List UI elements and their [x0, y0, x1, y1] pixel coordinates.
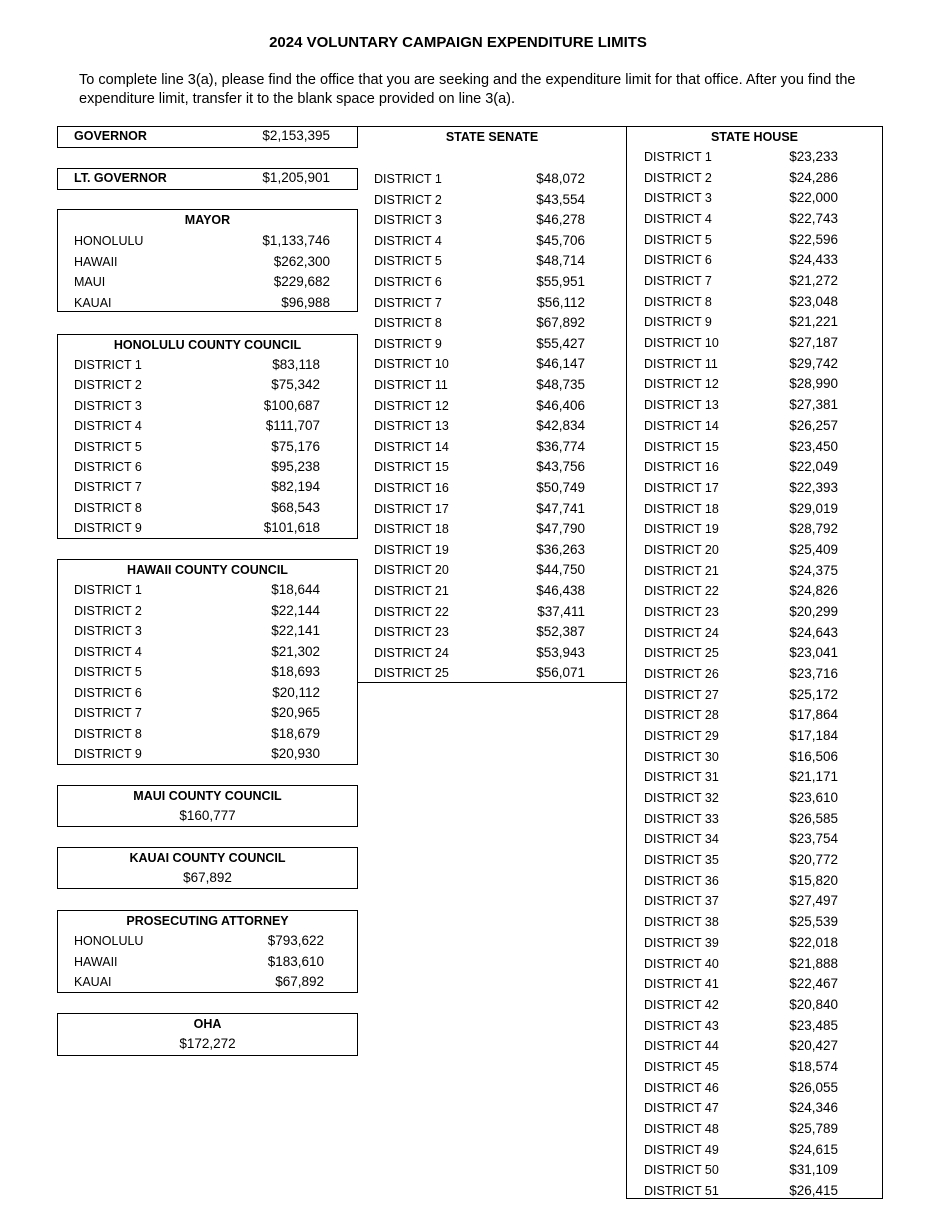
state-house-row-value: $28,990 — [789, 376, 838, 392]
state-house-row-label: DISTRICT 42 — [644, 997, 719, 1012]
honolulu-council-row-label: DISTRICT 1 — [74, 358, 142, 372]
state-senate-row-value: $47,741 — [536, 500, 585, 516]
state-house-row-label: DISTRICT 9 — [644, 315, 712, 330]
state-senate-row-label: DISTRICT 24 — [374, 645, 449, 660]
state-house-row-label: DISTRICT 49 — [644, 1142, 719, 1157]
state-senate-row-label: DISTRICT 20 — [374, 563, 449, 578]
state-house-row-label: DISTRICT 50 — [644, 1163, 719, 1178]
state-house-row-label: DISTRICT 39 — [644, 935, 719, 950]
state-house-row-label: DISTRICT 47 — [644, 1101, 719, 1116]
state-house-row-value: $21,272 — [789, 273, 838, 289]
state-senate-row-value: $48,714 — [536, 253, 585, 269]
hawaii-council-row-value: $20,930 — [271, 746, 320, 761]
state-house-row-value: $28,792 — [789, 521, 838, 537]
hawaii-council-row-value: $21,302 — [271, 643, 320, 659]
honolulu-council-title: HONOLULU COUNTY COUNCIL — [113, 338, 302, 352]
mayor-row-label: KAUAI — [74, 295, 112, 310]
mayor-row-label: HONOLULU — [74, 234, 144, 248]
prosecuting-attorney-title: PROSECUTING ATTORNEY — [126, 914, 289, 928]
senate-bottom-border — [357, 682, 627, 683]
hawaii-council-row-label: DISTRICT 4 — [74, 644, 142, 659]
mayor-row-label: HAWAII — [74, 254, 118, 269]
state-house-row-label: DISTRICT 36 — [644, 873, 719, 888]
state-senate-row-value: $46,406 — [536, 397, 585, 413]
state-house-row-label: DISTRICT 1 — [644, 150, 712, 164]
hawaii-council-row-value: $18,679 — [271, 725, 320, 741]
state-senate-row-label: DISTRICT 7 — [374, 295, 442, 310]
state-house-row-value: $26,585 — [789, 810, 838, 826]
state-senate-row-value: $56,112 — [537, 294, 585, 310]
state-house-row-label: DISTRICT 30 — [644, 749, 719, 764]
state-house-row-value: $22,049 — [789, 459, 838, 475]
state-senate-row-value: $53,943 — [536, 644, 585, 660]
page-title: 2024 VOLUNTARY CAMPAIGN EXPENDITURE LIMITS — [269, 34, 647, 51]
state-house-row-value: $27,187 — [789, 335, 838, 351]
state-senate-row-value: $55,951 — [536, 274, 585, 289]
state-house-row-value: $25,539 — [789, 914, 838, 930]
kauai-council-title: KAUAI COUNTY COUNCIL — [129, 851, 286, 865]
state-house-row-label: DISTRICT 34 — [644, 832, 719, 847]
honolulu-council-row-label: DISTRICT 8 — [74, 500, 142, 515]
state-senate-row-label: DISTRICT 1 — [374, 172, 442, 186]
state-house-row-label: DISTRICT 46 — [644, 1080, 719, 1095]
hawaii-council-row-label: DISTRICT 7 — [74, 706, 142, 720]
honolulu-council-row-value: $82,194 — [271, 479, 320, 495]
state-house-row-value: $26,055 — [789, 1079, 838, 1095]
state-senate-row-label: DISTRICT 3 — [374, 213, 442, 228]
mayor-row-label: MAUI — [74, 275, 106, 289]
state-house-row-value: $25,409 — [789, 541, 838, 557]
state-house-row-value: $27,497 — [789, 893, 838, 909]
state-house-row-value: $22,018 — [789, 934, 838, 950]
state-house-row-label: DISTRICT 48 — [644, 1121, 719, 1136]
state-house-row-value: $23,485 — [789, 1017, 838, 1033]
hawaii-council-row-value: $22,144 — [271, 602, 320, 618]
state-senate-row-label: DISTRICT 13 — [374, 419, 449, 434]
state-senate-row-label: DISTRICT 4 — [374, 233, 442, 248]
state-house-row-value: $24,433 — [789, 252, 838, 268]
state-senate-row-label: DISTRICT 15 — [374, 460, 449, 475]
state-house-row-label: DISTRICT 43 — [644, 1018, 719, 1033]
state-house-row-label: DISTRICT 45 — [644, 1059, 719, 1074]
prosecuting-attorney-row-value: $183,610 — [267, 953, 324, 969]
state-house-row-label: DISTRICT 51 — [644, 1184, 719, 1198]
state-senate-row-value: $44,750 — [536, 562, 585, 578]
state-house-row-value: $22,393 — [789, 479, 838, 495]
state-senate-row-value: $43,756 — [536, 459, 585, 475]
senate-top-border — [357, 126, 627, 127]
state-senate-title: STATE SENATE — [445, 130, 539, 144]
state-senate-row-label: DISTRICT 16 — [374, 481, 449, 495]
state-house-row-value: $25,172 — [789, 686, 838, 702]
state-house-row-label: DISTRICT 24 — [644, 625, 719, 640]
state-house-row-value: $23,233 — [789, 149, 838, 164]
state-house-row-value: $20,840 — [789, 996, 838, 1012]
honolulu-council-row-label: DISTRICT 5 — [74, 439, 142, 454]
mayor-row-value: $1,133,746 — [262, 233, 330, 248]
maui-council-title: MAUI COUNTY COUNCIL — [133, 789, 282, 803]
state-senate-row-label: DISTRICT 14 — [374, 439, 449, 454]
state-house-row-value: $24,375 — [789, 562, 838, 578]
state-house-row-value: $26,257 — [789, 417, 838, 433]
state-house-row-label: DISTRICT 8 — [644, 294, 712, 309]
state-senate-row-label: DISTRICT 23 — [374, 625, 449, 640]
state-house-row-value: $31,109 — [789, 1162, 838, 1178]
hawaii-council-row-value: $20,965 — [271, 705, 320, 720]
state-house-title: STATE HOUSE — [710, 130, 799, 144]
state-house-row-value: $22,596 — [789, 231, 838, 247]
state-house-row-label: DISTRICT 12 — [644, 377, 719, 392]
hawaii-council-row-label: DISTRICT 1 — [74, 583, 142, 597]
honolulu-council-row-label: DISTRICT 3 — [74, 398, 142, 413]
instructions: To complete line 3(a), please find the office that you are seeking and the expenditure limit for that office. After you find the expenditure limit, transfer it to the blank space provided on line 3(a). — [79, 72, 856, 107]
state-senate-row-label: DISTRICT 6 — [374, 275, 442, 289]
state-house-row-label: DISTRICT 2 — [644, 170, 712, 185]
hawaii-council-row-label: DISTRICT 8 — [74, 726, 142, 741]
state-house-row-value: $24,615 — [789, 1141, 838, 1157]
hawaii-council-row-value: $20,112 — [272, 684, 320, 700]
state-house-row-label: DISTRICT 38 — [644, 915, 719, 930]
state-senate-row-value: $52,387 — [536, 624, 585, 640]
state-house-row-value: $20,299 — [789, 603, 838, 619]
state-senate-row-label: DISTRICT 9 — [374, 336, 442, 351]
lt-governor-label: LT. GOVERNOR — [74, 171, 167, 185]
state-senate-row-value: $46,438 — [536, 583, 585, 598]
state-house-row-label: DISTRICT 15 — [644, 439, 719, 454]
hawaii-council-row-label: DISTRICT 5 — [74, 665, 142, 679]
mayor-title: MAYOR — [184, 213, 231, 227]
state-house-row-label: DISTRICT 27 — [644, 687, 719, 702]
state-house-row-label: DISTRICT 41 — [644, 977, 719, 992]
state-house-row-value: $23,048 — [789, 293, 838, 309]
state-senate-row-label: DISTRICT 5 — [374, 254, 442, 269]
state-house-row-value: $20,427 — [789, 1038, 838, 1054]
state-house-row-label: DISTRICT 13 — [644, 398, 719, 413]
state-house-row-label: DISTRICT 23 — [644, 604, 719, 619]
state-house-row-label: DISTRICT 10 — [644, 336, 719, 351]
state-house-row-label: DISTRICT 11 — [644, 356, 718, 371]
honolulu-council-row-value: $75,342 — [271, 377, 320, 393]
state-senate-row-value: $37,411 — [537, 603, 585, 619]
hawaii-council-row-value: $22,141 — [271, 623, 320, 638]
prosecuting-attorney-row-value: $67,892 — [275, 974, 324, 989]
state-senate-row-label: DISTRICT 8 — [374, 316, 442, 331]
hawaii-council-row-label: DISTRICT 6 — [74, 685, 142, 700]
prosecuting-attorney-row-label: KAUAI — [74, 975, 112, 989]
state-senate-row-value: $46,147 — [536, 356, 585, 372]
state-house-row-value: $24,826 — [789, 583, 838, 599]
state-senate-row-label: DISTRICT 11 — [374, 378, 448, 392]
state-house-row-label: DISTRICT 18 — [644, 501, 719, 516]
state-house-row-label: DISTRICT 37 — [644, 894, 719, 909]
state-house-row-label: DISTRICT 6 — [644, 253, 712, 268]
prosecuting-attorney-row-value: $793,622 — [267, 933, 324, 948]
state-senate-row-value: $56,071 — [536, 665, 585, 681]
hawaii-council-title: HAWAII COUNTY COUNCIL — [127, 563, 288, 577]
governor-label: GOVERNOR — [74, 129, 147, 143]
honolulu-council-row-label: DISTRICT 4 — [74, 419, 142, 434]
state-house-row-value: $22,000 — [789, 190, 838, 206]
oha-title: OHA — [193, 1017, 222, 1031]
state-house-row-value: $17,184 — [789, 728, 838, 744]
state-senate-row-value: $43,554 — [536, 191, 585, 207]
honolulu-council-row-label: DISTRICT 9 — [74, 521, 142, 536]
state-house-row-value: $16,506 — [789, 748, 838, 764]
state-senate-row-value: $46,278 — [536, 212, 585, 228]
state-senate-row-label: DISTRICT 19 — [374, 542, 449, 557]
state-senate-row-label: DISTRICT 17 — [374, 501, 449, 516]
state-house-row-value: $23,450 — [789, 438, 838, 454]
state-house-row-value: $23,716 — [789, 666, 838, 681]
state-house-row-value: $15,820 — [789, 872, 838, 888]
state-house-row-value: $20,772 — [789, 852, 838, 868]
mayor-row-value: $229,682 — [273, 274, 330, 289]
state-house-row-label: DISTRICT 4 — [644, 212, 712, 227]
state-senate-row-label: DISTRICT 22 — [374, 604, 449, 619]
state-house-row-label: DISTRICT 44 — [644, 1039, 719, 1054]
state-house-row-value: $24,643 — [789, 624, 838, 640]
state-house-row-label: DISTRICT 7 — [644, 274, 712, 289]
honolulu-council-row-value: $101,618 — [263, 520, 320, 536]
state-house-row-label: DISTRICT 35 — [644, 853, 719, 868]
state-house-row-label: DISTRICT 40 — [644, 956, 719, 971]
state-senate-row-value: $55,427 — [536, 335, 585, 351]
honolulu-council-row-label: DISTRICT 2 — [74, 378, 142, 393]
state-house-row-value: $22,743 — [789, 211, 838, 227]
honolulu-council-row-value: $83,118 — [272, 357, 320, 372]
honolulu-council-row-label: DISTRICT 7 — [74, 480, 142, 495]
state-house-row-value: $23,754 — [789, 831, 838, 847]
hawaii-council-row-value: $18,644 — [271, 582, 320, 597]
honolulu-council-row-value: $111,707 — [265, 418, 320, 434]
state-house-row-label: DISTRICT 22 — [644, 584, 719, 599]
state-house-row-label: DISTRICT 31 — [644, 770, 719, 785]
state-senate-row-label: DISTRICT 10 — [374, 357, 449, 372]
honolulu-council-row-value: $75,176 — [271, 438, 320, 454]
state-house-row-value: $24,286 — [789, 169, 838, 185]
state-senate-row-label: DISTRICT 12 — [374, 398, 449, 413]
state-house-row-label: DISTRICT 16 — [644, 460, 719, 475]
mayor-row-value: $262,300 — [273, 253, 330, 269]
maui-council-value: $160,777 — [179, 808, 236, 823]
state-house-row-value: $23,610 — [789, 790, 838, 806]
state-house-row-label: DISTRICT 33 — [644, 811, 719, 826]
state-house-row-value: $24,346 — [789, 1100, 838, 1116]
honolulu-council-row-value: $68,543 — [271, 499, 320, 515]
state-house-row-value: $21,171 — [789, 769, 838, 785]
state-house-row-label: DISTRICT 14 — [644, 418, 719, 433]
state-house-row-label: DISTRICT 19 — [644, 522, 719, 537]
state-senate-row-label: DISTRICT 2 — [374, 192, 442, 207]
state-senate-row-label: DISTRICT 18 — [374, 522, 449, 537]
state-senate-row-label: DISTRICT 21 — [374, 584, 449, 598]
state-house-row-value: $26,415 — [789, 1183, 838, 1198]
hawaii-council-row-label: DISTRICT 9 — [74, 747, 142, 761]
state-senate-row-value: $48,735 — [536, 377, 585, 392]
state-house-row-value: $29,019 — [789, 500, 838, 516]
state-house-row-value: $27,381 — [789, 397, 838, 413]
state-house-row-value: $22,467 — [789, 976, 838, 992]
state-senate-row-value: $36,774 — [536, 438, 585, 454]
state-house-row-value: $29,742 — [789, 355, 838, 371]
prosecuting-attorney-row-label: HONOLULU — [74, 934, 144, 948]
kauai-council-value: $67,892 — [183, 870, 232, 885]
honolulu-council-row-value: $100,687 — [263, 397, 320, 413]
state-house-row-label: DISTRICT 20 — [644, 542, 719, 557]
state-house-row-label: DISTRICT 21 — [644, 563, 719, 578]
state-house-row-label: DISTRICT 3 — [644, 191, 712, 206]
honolulu-council-row-label: DISTRICT 6 — [74, 460, 142, 474]
state-house-row-value: $21,888 — [789, 955, 838, 971]
state-house-row-label: DISTRICT 5 — [644, 232, 712, 247]
state-senate-row-value: $42,834 — [536, 418, 585, 434]
state-house-row-value: $18,574 — [789, 1058, 838, 1074]
state-house-row-value: $21,221 — [789, 314, 838, 330]
state-house-row-label: DISTRICT 32 — [644, 791, 719, 806]
state-house-row-label: DISTRICT 29 — [644, 729, 719, 744]
hawaii-council-row-label: DISTRICT 2 — [74, 603, 142, 618]
state-senate-row-value: $47,790 — [536, 521, 585, 537]
state-senate-row-value: $50,749 — [536, 480, 585, 495]
state-house-row-label: DISTRICT 25 — [644, 646, 719, 661]
state-house-row-label: DISTRICT 17 — [644, 480, 719, 495]
state-senate-row-value: $48,072 — [536, 171, 585, 186]
oha-value: $172,272 — [179, 1036, 236, 1051]
lt-governor-value: $1,205,901 — [262, 170, 330, 185]
mayor-row-value: $96,988 — [281, 294, 330, 310]
prosecuting-attorney-row-label: HAWAII — [74, 954, 118, 969]
hawaii-council-row-label: DISTRICT 3 — [74, 624, 142, 638]
state-house-row-label: DISTRICT 26 — [644, 667, 719, 681]
state-house-row-value: $17,864 — [789, 707, 838, 723]
state-senate-row-value: $36,263 — [536, 541, 585, 557]
state-senate-row-value: $67,892 — [536, 315, 585, 331]
honolulu-council-row-value: $95,238 — [271, 459, 320, 474]
governor-value: $2,153,395 — [262, 128, 330, 143]
hawaii-council-row-value: $18,693 — [271, 664, 320, 679]
state-house-row-label: DISTRICT 28 — [644, 708, 719, 723]
state-senate-row-label: DISTRICT 25 — [374, 666, 449, 681]
state-senate-row-value: $45,706 — [536, 232, 585, 248]
state-house-row-value: $25,789 — [789, 1120, 838, 1136]
state-house-row-value: $23,041 — [789, 645, 838, 661]
